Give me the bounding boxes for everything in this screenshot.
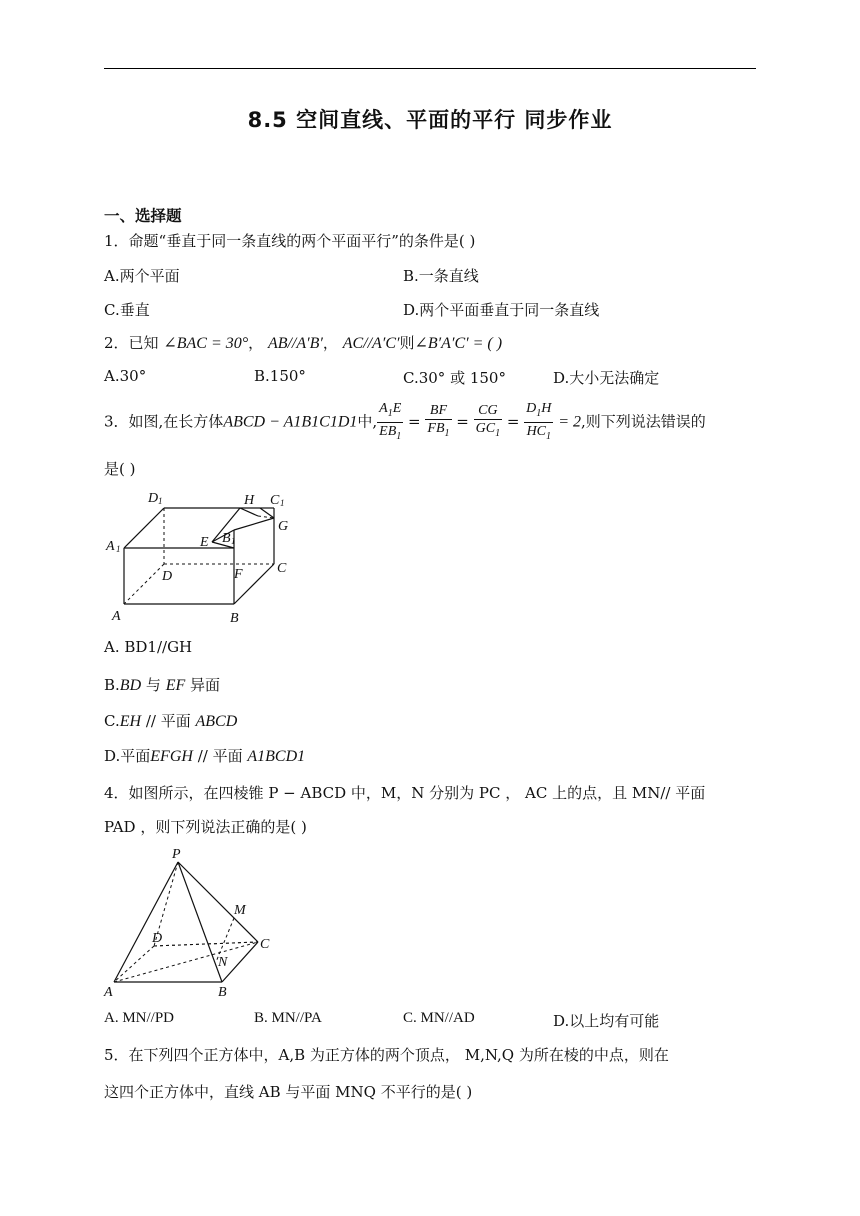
label-c: C (277, 561, 287, 576)
header-rule (104, 68, 756, 69)
section-heading: 一、选择题 (104, 207, 182, 225)
pyramid-figure (100, 844, 280, 1000)
question-2-stem: 2．已知 ∠BAC = 30°， AB//A′B′， AC//A′C′则∠B′A′C′ = ( ) (104, 334, 503, 352)
ratio-3: $\frac{CG}{GC_1}$ (475, 403, 501, 440)
label-f: F (234, 567, 243, 582)
label-e: E (200, 535, 209, 550)
q4-option-a: A. MN//PD (104, 1010, 175, 1026)
q1-option-a: A.两个平面 (104, 267, 180, 285)
cuboid-figure (100, 486, 310, 628)
ratio-1: $\frac{A_1E}{EB_1}$ (379, 401, 402, 442)
q2-option-d: D.大小无法确定 (553, 369, 660, 387)
label-d1: D (148, 491, 159, 506)
label-g: G (278, 519, 289, 534)
svg-text:1: 1 (280, 498, 285, 508)
svg-text:1: 1 (116, 544, 121, 554)
label-h: H (244, 493, 255, 508)
label-a: A (104, 985, 113, 1000)
label-d: D (152, 931, 163, 946)
q4-option-d: D.以上均有可能 (553, 1012, 660, 1030)
label-m: M (234, 903, 246, 918)
question-4-stem: 4．如图所示，在四棱锥 P − ABCD 中，M，N 分别为 PC ， AC 上的点，且 MN// 平面 (104, 784, 706, 802)
label-a: A (112, 609, 121, 624)
q3-option-b: B.BD 与 EF 异面 (104, 676, 221, 694)
label-b: B (230, 611, 239, 626)
q3-option-d: D.平面EFGH // 平面 A1BCD1 (104, 747, 306, 765)
q1-option-c: C.垂直 (104, 301, 150, 319)
q2-option-a: A.30° (104, 367, 147, 385)
q2-option-c: C.30° 或 150° (403, 369, 506, 387)
q4-option-b: B. MN//PA (254, 1010, 322, 1026)
svg-text:1: 1 (158, 496, 163, 506)
label-d: D (162, 569, 173, 584)
question-5-stem-line2: 这四个正方体中，直线 AB 与平面 MNQ 不平行的是( ) (104, 1083, 473, 1101)
q4-option-c: C. MN//AD (403, 1010, 475, 1026)
q1-option-b: B.一条直线 (403, 267, 479, 285)
svg-text:1: 1 (231, 536, 236, 546)
ratio-4: $\frac{D_1H}{HC_1}$ (526, 401, 552, 442)
q2-option-b: B.150° (254, 367, 306, 385)
q1-option-d: D.两个平面垂直于同一条直线 (403, 301, 600, 319)
q3-option-c: C.EH // 平面 ABCD (104, 712, 238, 730)
label-b: B (218, 985, 227, 1000)
question-3-stem: 3．如图,在长方体ABCD − A1B1C1D1中, $\frac{A_1E}{EB_1}$ = $\frac{BF}{FB_1}$ = $\frac{CG}{GC_1}$ = $\frac{D_1H}{HC_1}$ = 2,则下列说法错误的 (104, 400, 706, 445)
label-p: P (172, 847, 181, 862)
q3-option-a: A. BD1//GH (104, 638, 193, 656)
label-c1: C (270, 493, 280, 508)
label-a1: A (106, 539, 115, 554)
label-b1: B (222, 531, 231, 546)
question-3-stem-line2: 是( ) (104, 460, 136, 478)
page-title: 8.5 空间直线、平面的平行 同步作业 (247, 108, 613, 132)
ratio-2: $\frac{BF}{FB_1}$ (427, 403, 450, 440)
label-n: N (218, 955, 228, 970)
question-5-stem: 5．在下列四个正方体中，A,B 为正方体的两个顶点， M,N,Q 为所在棱的中点，则在 (104, 1046, 669, 1064)
question-1-stem: 1．命题“垂直于同一条直线的两个平面平行”的条件是( ) (104, 232, 476, 250)
label-c: C (260, 937, 270, 952)
question-4-stem-line2: PAD ，则下列说法正确的是( ) (104, 818, 307, 836)
